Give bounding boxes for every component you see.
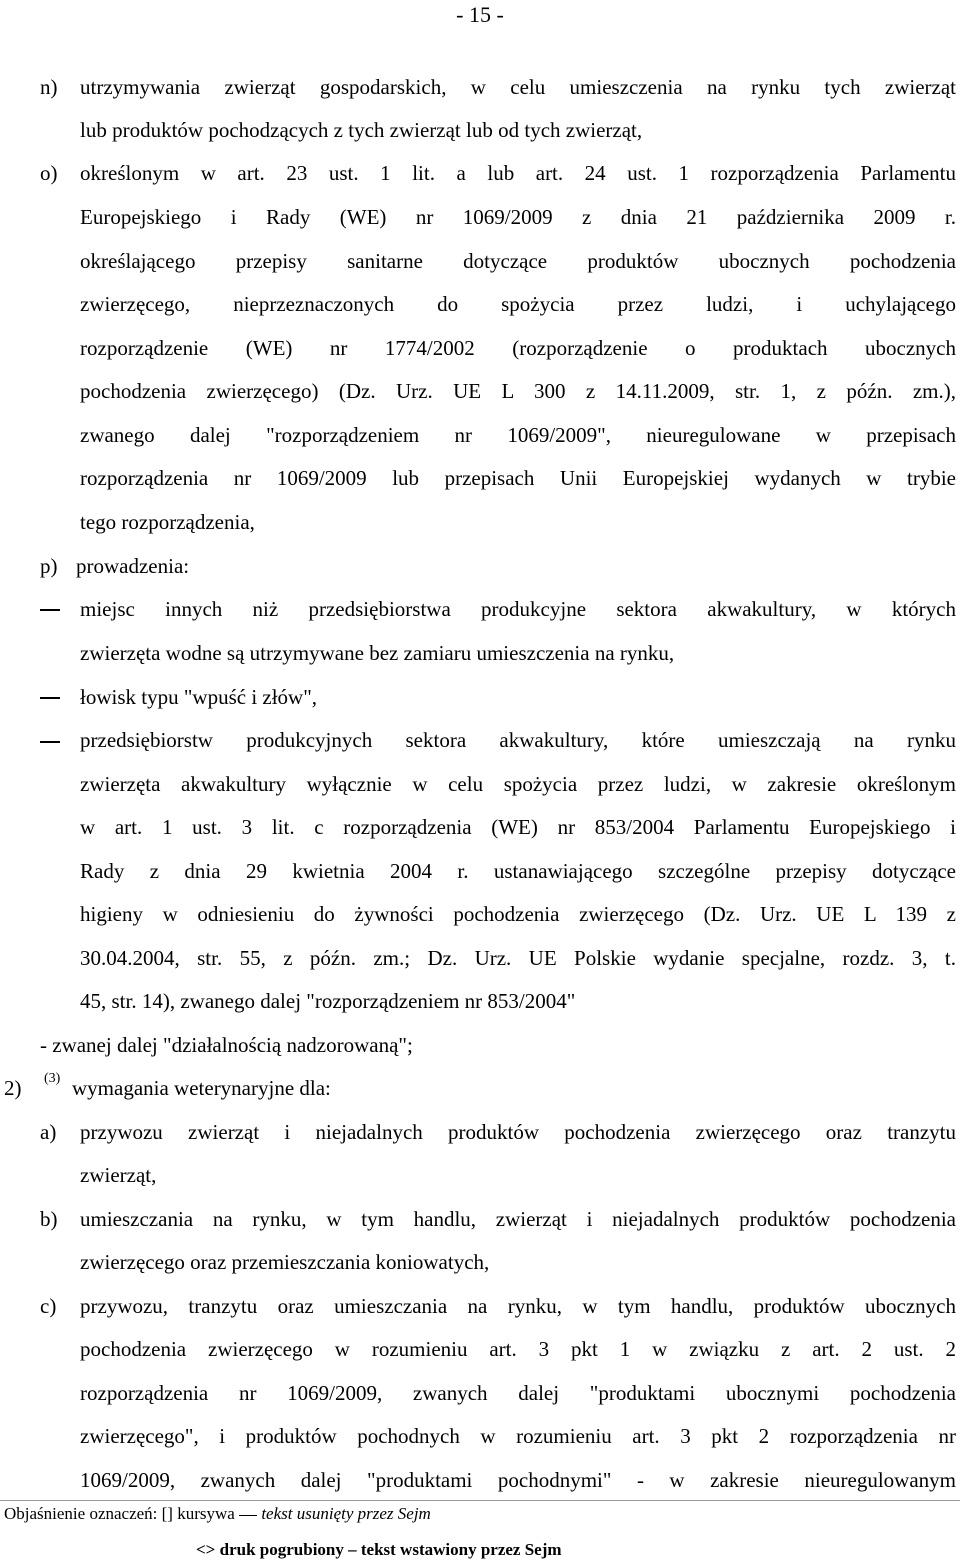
dash-item-line: w art. 1 ust. 3 lit. c rozporządzenia (WE) nr 853/2004 Parlamentu Europejskiego i (80, 815, 956, 839)
item-o-line: Europejskiego i Rady (WE) nr 1069/2009 z dnia 21 października 2009 r. (80, 205, 956, 229)
dash-item-line: zwierzęta wodne są utrzymywane bez zamiaru umieszczenia na rynku, (80, 641, 675, 665)
item-n-line: utrzymywania zwierząt gospodarskich, w celu umieszczenia na rynku tych zwierząt (80, 75, 956, 99)
dash-item-line: łowisk typu "wpuść i złów", (80, 685, 318, 709)
item-b-line: zwierzęcego oraz przemieszczania koniowatych, (80, 1250, 490, 1274)
item-o-line: określonym w art. 23 ust. 1 lit. a lub art. 24 ust. 1 rozporządzenia Parlamentu (80, 161, 956, 185)
point-2-text: wymagania weterynaryjne dla: (72, 1076, 331, 1100)
item-p-text: prowadzenia: (76, 554, 190, 578)
legend-dash (239, 1515, 257, 1516)
closing-text: - zwanej dalej "działalnością nadzorowaną"; (40, 1033, 413, 1057)
footer-legend-bold: <> druk pogrubiony – tekst wstawiony przez Sejm (196, 1540, 562, 1559)
item-o-line: tego rozporządzenia, (80, 510, 255, 534)
item-o-line: rozporządzenie (WE) nr 1774/2002 (rozporządzenie o produktach ubocznych (80, 336, 956, 360)
item-a-line: zwierząt, (80, 1163, 157, 1187)
item-o-line: pochodzenia zwierzęcego) (Dz. Urz. UE L 300 z 14.11.2009, str. 1, z późn. zm.), (80, 379, 956, 403)
dash-item-line: 30.04.2004, str. 55, z późn. zm.; Dz. Urz. UE Polskie wydanie specjalne, rozdz. 3, t. (80, 946, 956, 970)
item-c-line: pochodzenia zwierzęcego w rozumieniu art. 3 pkt 1 w związku z art. 2 ust. 2 (80, 1337, 956, 1361)
dash-item-line: 45, str. 14), zwanego dalej "rozporządzeniem nr 853/2004" (80, 989, 576, 1013)
dash-bullet (40, 697, 60, 699)
item-o-line: określającego przepisy sanitarne dotyczące produktów ubocznych pochodzenia (80, 249, 956, 273)
item-c-line: przywozu, tranzytu oraz umieszczania na rynku, w tym handlu, produktów ubocznych (80, 1294, 956, 1318)
item-c-line: 1069/2009, zwanych dalej "produktami pochodnymi" - w zakresie nieuregulowanym (80, 1468, 956, 1492)
footer-divider (0, 1500, 960, 1501)
item-n-label: n) (40, 75, 58, 99)
footnote-ref: (3) (44, 1071, 61, 1086)
item-o-line: rozporządzenia nr 1069/2009 lub przepisach Unii Europejskiej wydanych w trybie (80, 466, 956, 490)
dash-item-line: miejsc innych niż przedsiębiorstwa produkcyjne sektora akwakultury, w których (80, 597, 956, 621)
page-number: - 15 - (456, 2, 504, 27)
item-b-line: umieszczania na rynku, w tym handlu, zwierząt i niejadalnych produktów pochodzenia (80, 1207, 956, 1231)
item-a-line: przywozu zwierząt i niejadalnych produktów pochodzenia zwierzęcego oraz tranzytu (80, 1120, 956, 1144)
dash-bullet (40, 609, 60, 611)
item-o-line: zwanego dalej "rozporządzeniem nr 1069/2009", nieuregulowane w przepisach (80, 423, 956, 447)
dash-item-line: zwierzęta akwakultury wyłącznie w celu spożycia przez ludzi, w zakresie określonym (80, 772, 956, 796)
item-o-line: zwierzęcego, nieprzeznaczonych do spożycia przez ludzi, i uchylającego (80, 292, 956, 316)
item-n-line: lub produktów pochodzących z tych zwierząt lub od tych zwierząt, (80, 118, 643, 142)
point-2-label: 2) (4, 1076, 22, 1100)
item-c-label: c) (40, 1294, 57, 1318)
item-b-label: b) (40, 1207, 58, 1231)
footer-legend (4, 1504, 431, 1524)
dash-bullet (40, 741, 60, 743)
item-c-line: rozporządzenia nr 1069/2009, zwanych dalej "produktami ubocznymi pochodzenia (80, 1381, 956, 1405)
dash-item-line: Rady z dnia 29 kwietnia 2004 r. ustanawiającego szczególne przepisy dotyczące (80, 859, 956, 883)
item-o-label: o) (40, 161, 58, 185)
dash-item-line: przedsiębiorstw produkcyjnych sektora akwakultury, które umieszczają na rynku (80, 728, 956, 752)
item-c-line: zwierzęcego", i produktów pochodnych w rozumieniu art. 3 pkt 2 rozporządzenia nr (80, 1424, 956, 1448)
dash-item-line: higieny w odniesieniu do żywności pochodzenia zwierzęcego (Dz. Urz. UE L 139 z (80, 902, 956, 926)
legend-prefix: Objaśnienie oznaczeń: [] kursywa (4, 1504, 235, 1523)
item-a-label: a) (40, 1120, 57, 1144)
item-p-label: p) (40, 554, 58, 578)
legend-italic: tekst usunięty przez Sejm (261, 1504, 431, 1523)
